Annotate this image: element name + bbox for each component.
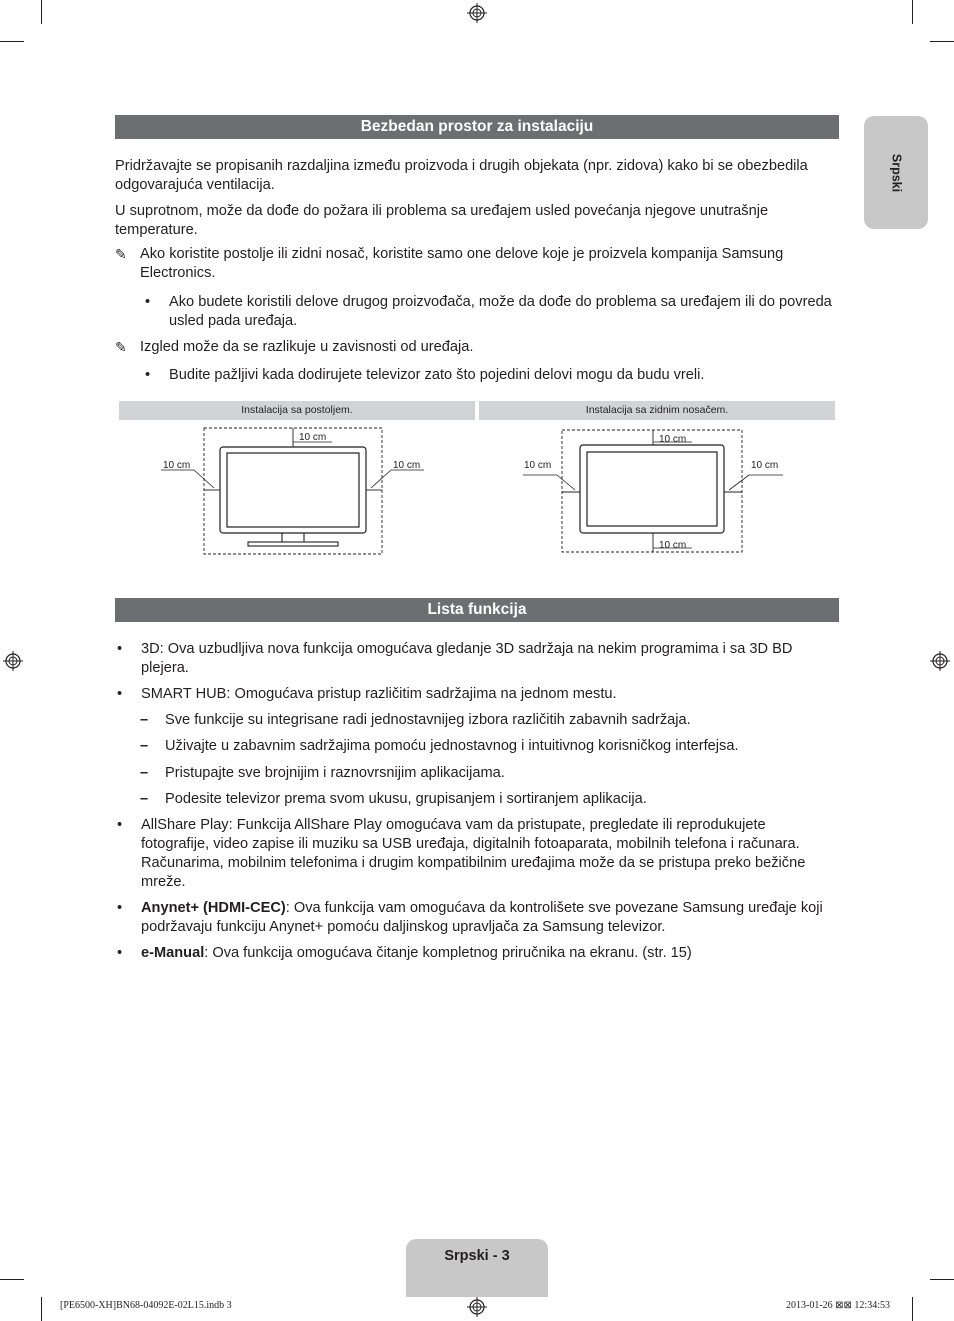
bullet-icon: • — [117, 641, 123, 657]
smart-hub-subitem — [140, 790, 820, 809]
smart-hub-subitem — [140, 737, 820, 756]
stand-base — [248, 542, 338, 546]
bullet-icon: • — [117, 686, 123, 702]
crop-mark — [930, 1279, 954, 1280]
crop-mark — [0, 41, 24, 42]
crop-mark — [0, 1279, 24, 1280]
bullet-icon: • — [117, 817, 123, 833]
subitem-text: Pristupajte sve brojnijim i raznovrsnijim aplikacijama. — [165, 765, 505, 781]
page-number-tab: Srpski - 3 — [406, 1239, 548, 1297]
subitem-text: Sve funkcije su integrisane radi jednostavnijeg izbora različitih zabavnih sadržaja. — [165, 712, 691, 728]
crop-mark — [41, 0, 42, 24]
crop-mark — [930, 41, 954, 42]
note-item — [115, 245, 840, 283]
feature-description: : Omogućava pristup različitim sadržajima na jednom mestu. — [226, 686, 617, 702]
subitem-text: Podesite televizor prema svom ukusu, grupisanjem i sortiranjem aplikacija. — [165, 791, 647, 807]
intro-paragraph: Pridržavajte se propisanih razdaljina između proizvoda i drugih objekata (npr. zidova) kako bi se obezbedila odgovarajuća ventilacija. — [115, 158, 808, 193]
crop-mark — [912, 0, 913, 24]
subitem-text: Uživajte u zabavnim sadržajima pomoću jednostavnog i intuitivnog korisničkog interfejsa. — [165, 738, 739, 754]
bullet-item — [145, 293, 845, 331]
feature-term: e-Manual — [141, 945, 205, 961]
bullet-icon: • — [117, 900, 123, 916]
section-header-features: Lista funkcija — [115, 598, 839, 622]
stand-top-distance: 10 cm — [299, 432, 327, 443]
language-side-tab — [864, 116, 928, 229]
dash-icon: – — [140, 712, 149, 728]
feature-item-anynet — [117, 899, 837, 937]
bullet-text: Budite pažljivi kada dodirujete televizor zato što pojedini delovi mogu da budu vreli. — [169, 367, 705, 383]
tv-body — [580, 445, 724, 533]
left-distance-leader — [557, 475, 575, 490]
feature-term: AllShare Play — [141, 817, 229, 833]
stand-right-distance: 10 cm — [393, 460, 421, 471]
feature-item-e-manual — [117, 944, 837, 963]
crop-mark — [41, 1297, 42, 1321]
bullet-text: Ako budete koristili delove drugog proizvođača, može da dođe do problema sa uređajem ili do povreda usled pada uređaja. — [169, 294, 832, 329]
registration-mark-icon — [930, 651, 950, 671]
registration-mark-icon — [467, 1297, 487, 1317]
bullet-icon: • — [117, 945, 123, 961]
wall-left-distance: 10 cm — [524, 460, 552, 471]
dash-icon: – — [140, 738, 149, 754]
figure-label-wall: Instalacija sa zidnim nosačem. — [479, 401, 835, 420]
right-distance-leader — [371, 470, 391, 488]
print-slug-file: [PE6500-XH]BN68-04092E-02L15.indb 3 — [60, 1300, 232, 1311]
feature-description: : Ova funkcija omogućava čitanje kompletnog priručnika na ekranu. (str. 15) — [204, 945, 692, 961]
wall-right-distance: 10 cm — [751, 460, 779, 471]
note-text: Ako koristite postolje ili zidni nosač, koristite samo one delove koje je proizvela kompanija Samsung Electronics. — [140, 246, 784, 281]
feature-item-allshare-play — [117, 816, 837, 892]
right-distance-leader — [729, 475, 749, 490]
stand-left-distance: 10 cm — [163, 460, 191, 471]
registration-mark-icon — [3, 651, 23, 671]
smart-hub-subitem — [140, 764, 820, 783]
registration-mark-icon — [467, 3, 487, 23]
smart-hub-subitem — [140, 711, 820, 730]
tv-body — [220, 447, 366, 533]
warning-paragraph: U suprotnom, može da dođe do požara ili problema sa uređajem usled povećanja njegove unutrašnje temperature. — [115, 203, 769, 238]
bullet-item — [145, 366, 845, 385]
wall-top-distance: 10 cm — [659, 434, 687, 445]
crop-mark — [912, 1297, 913, 1321]
side-tab-label: Srpski — [889, 153, 904, 192]
tv-stand-diagram — [119, 420, 475, 560]
feature-term: 3D — [141, 641, 160, 657]
feature-term: Anynet+ (HDMI-CEC) — [141, 900, 286, 916]
feature-item-smart-hub — [117, 685, 837, 704]
feature-term: SMART HUB — [141, 686, 227, 702]
section-header-safe-space: Bezbedan prostor za instalaciju — [115, 115, 839, 139]
feature-description: : Funkcija AllShare Play omogućava vam da pristupate, pregledate ili reprodukujete fotografije, video zapise ili muziku sa USB uređaja, digitalnih fotoaparata, mobilnih telefona i računara. Računarima, mobilnim telefonima i drugim kompatibilnim uređajima može da se pristupa preko bežične mreže. — [141, 817, 806, 890]
feature-description: : Ova funkcija vam omogućava da kontrolišete sve povezane Samsung uređaje koji podržavaju funkciju Anynet+ pomoću daljinskog upravljača za Samsung televizor. — [141, 900, 823, 935]
feature-description: : Ova uzbudljiva nova funkcija omogućava gledanje 3D sadržaja na nekim programima i sa 3D BD plejera. — [141, 641, 793, 676]
bullet-icon: • — [145, 294, 151, 310]
dash-icon: – — [140, 765, 149, 781]
pencil-icon: ✎ — [115, 246, 127, 262]
bullet-icon: • — [145, 367, 151, 383]
pencil-icon: ✎ — [115, 339, 127, 355]
print-slug-timestamp: 2013-01-26 ⊠⊠ 12:34:53 — [786, 1300, 890, 1311]
tv-wall-mount-diagram — [479, 420, 835, 560]
note-item — [115, 338, 840, 357]
feature-item-3d — [117, 640, 837, 678]
figure-label-stand: Instalacija sa postoljem. — [119, 401, 475, 420]
dash-icon: – — [140, 791, 149, 807]
note-text: Izgled može da se razlikuje u zavisnosti od uređaja. — [140, 339, 474, 355]
wall-bottom-distance: 10 cm — [659, 540, 687, 551]
